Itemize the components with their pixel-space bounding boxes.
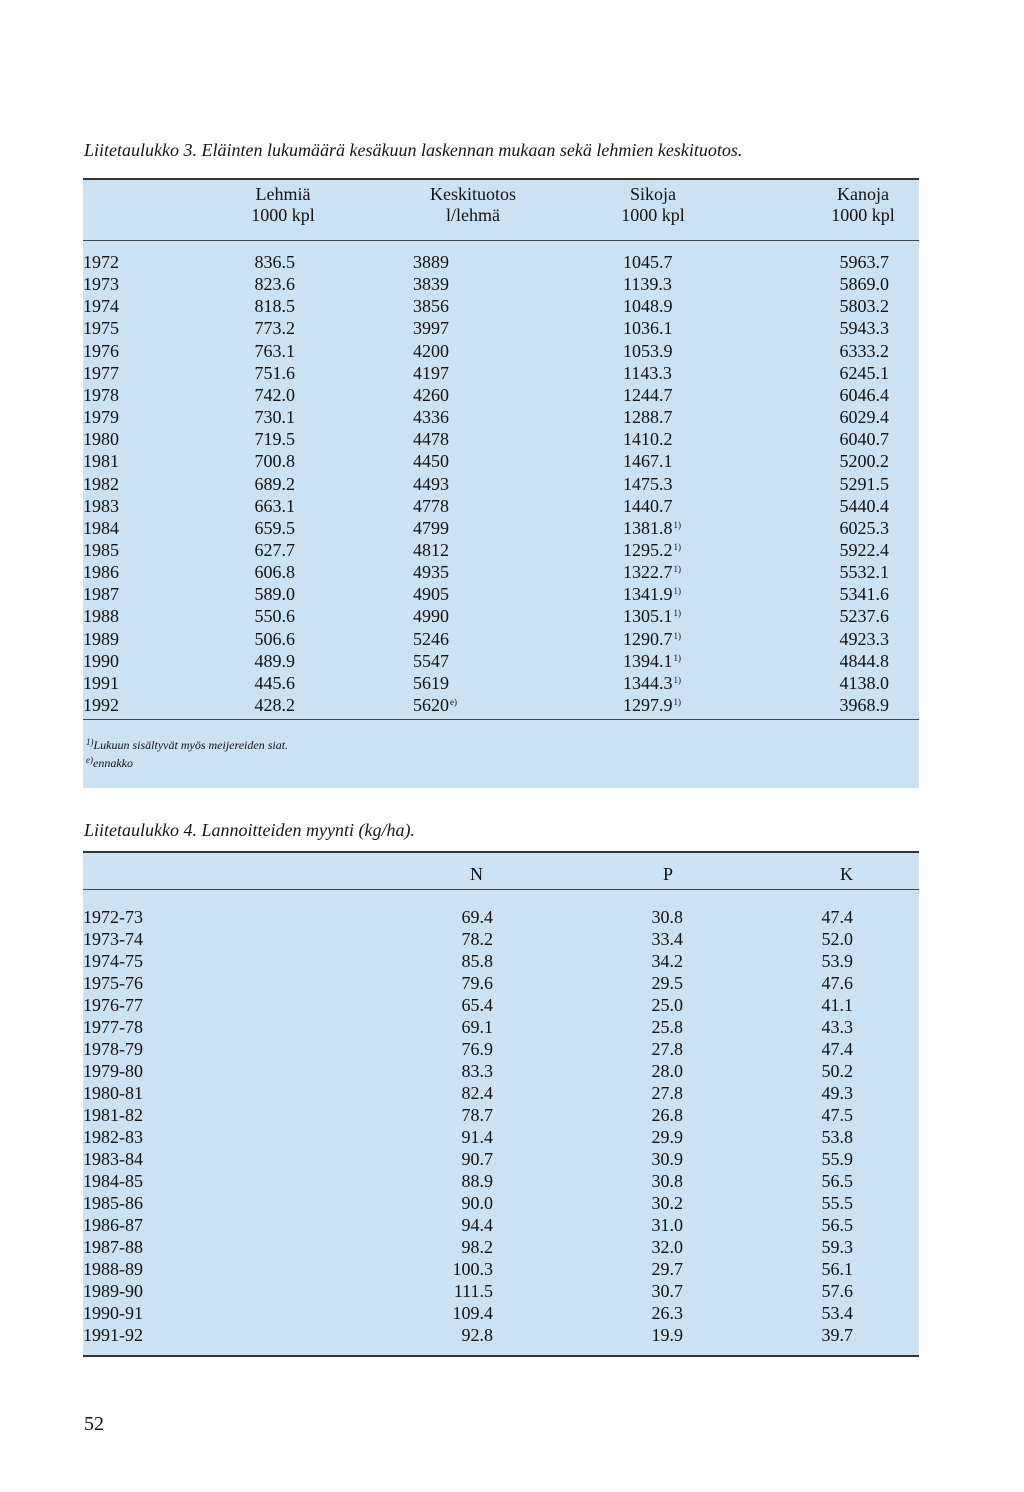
lehmia-cell: 627.7	[254, 539, 295, 560]
sikoja-cell: 1244.7	[623, 384, 673, 405]
sikoja-cell: 1053.9	[623, 340, 673, 361]
period-cell: 1986-87	[83, 1215, 143, 1235]
table-row	[83, 1082, 919, 1104]
kanoja-cell: 4923.3	[839, 628, 889, 649]
lehmia-cell: 763.1	[254, 340, 295, 361]
keskituotos-cell: 5619	[413, 672, 449, 693]
k-cell: 55.9	[821, 1149, 853, 1169]
k-cell: 56.1	[821, 1259, 853, 1279]
sikoja-cell: 1322.7$^{1)}$	[623, 562, 681, 583]
year-cell: 1976	[83, 340, 119, 361]
table-row	[83, 1324, 919, 1346]
period-cell: 1977-78	[83, 1017, 143, 1037]
sikoja-cell: 1341.9$^{1)}$	[623, 584, 681, 605]
sikoja-cell: 1290.7$^{1)}$	[623, 628, 681, 649]
table-row	[83, 583, 919, 605]
period-cell: 1978-79	[83, 1039, 143, 1059]
kanoja-cell: 5869.0	[839, 274, 889, 295]
k-cell: 55.5	[821, 1193, 853, 1213]
n-cell: 82.4	[461, 1083, 493, 1103]
table-row	[83, 928, 919, 950]
n-cell: 85.8	[461, 951, 493, 971]
sikoja-cell: 1381.8$^{1)}$	[623, 517, 681, 538]
header-n: N	[470, 864, 483, 884]
p-cell: 31.0	[651, 1215, 683, 1235]
k-cell: 50.2	[821, 1061, 853, 1081]
keskituotos-cell: 3839	[413, 274, 449, 295]
year-cell: 1986	[83, 562, 119, 583]
kanoja-cell: 6040.7	[839, 429, 889, 450]
keskituotos-cell: 5246	[413, 628, 449, 649]
k-cell: 47.4	[821, 1039, 853, 1059]
header-lehmia: Lehmiä 1000 kpl	[251, 184, 315, 225]
k-cell: 47.5	[821, 1105, 853, 1125]
kanoja-cell: 6029.4	[839, 407, 889, 428]
header-sikoja: Sikoja 1000 kpl	[621, 184, 685, 225]
p-cell: 33.4	[651, 929, 683, 949]
sikoja-cell: 1394.1$^{1)}$	[623, 650, 681, 671]
table-row	[83, 273, 919, 295]
kanoja-cell: 5963.7	[839, 252, 889, 272]
period-cell: 1982-83	[83, 1127, 143, 1147]
table-row	[83, 1214, 919, 1236]
year-cell: 1983	[83, 495, 119, 516]
k-cell: 49.3	[821, 1083, 853, 1103]
table3-bottom-rule	[83, 719, 919, 720]
lehmia-cell: 659.5	[254, 517, 295, 538]
p-cell: 29.7	[651, 1259, 683, 1279]
year-cell: 1975	[83, 318, 119, 339]
table-row	[83, 994, 919, 1016]
lehmia-cell: 689.2	[254, 473, 295, 494]
p-cell: 28.0	[651, 1061, 683, 1081]
sikoja-cell: 1344.3$^{1)}$	[623, 672, 681, 693]
lehmia-cell: 506.6	[254, 628, 295, 649]
keskituotos-cell: 3997	[413, 318, 449, 339]
p-cell: 25.0	[651, 995, 683, 1015]
year-cell: 1973	[83, 274, 119, 295]
n-cell: 111.5	[453, 1281, 493, 1301]
sikoja-cell: 1305.1$^{1)}$	[623, 606, 681, 627]
table4-header-row	[83, 863, 919, 885]
year-cell: 1984	[83, 517, 119, 538]
kanoja-cell: 5200.2	[839, 451, 889, 472]
p-cell: 34.2	[651, 951, 683, 971]
p-cell: 30.2	[651, 1193, 683, 1213]
k-cell: 57.6	[821, 1281, 853, 1301]
table-row	[83, 295, 919, 317]
lehmia-cell: 719.5	[254, 429, 295, 450]
period-cell: 1985-86	[83, 1193, 143, 1213]
p-cell: 26.8	[651, 1105, 683, 1125]
table-row	[83, 1038, 919, 1060]
k-cell: 53.8	[821, 1127, 853, 1147]
sikoja-cell: 1288.7	[623, 407, 673, 428]
lehmia-cell: 663.1	[254, 495, 295, 516]
footnote-mark: 1)	[673, 608, 681, 619]
p-cell: 26.3	[651, 1303, 683, 1323]
kanoja-cell: 5532.1	[839, 562, 889, 583]
year-cell: 1978	[83, 384, 119, 405]
year-cell: 1985	[83, 539, 119, 560]
year-cell: 1974	[83, 296, 119, 317]
keskituotos-cell: 4197	[413, 362, 449, 383]
footnote-mark: 1)	[673, 652, 681, 663]
period-cell: 1980-81	[83, 1083, 143, 1103]
n-cell: 65.4	[461, 995, 493, 1015]
table-row	[83, 1236, 919, 1258]
kanoja-cell: 6025.3	[839, 517, 889, 538]
table-row	[83, 317, 919, 339]
lehmia-cell: 730.1	[254, 407, 295, 428]
table-row	[83, 450, 919, 472]
kanoja-cell: 5922.4	[839, 539, 889, 560]
n-cell: 83.3	[461, 1061, 493, 1081]
period-cell: 1984-85	[83, 1171, 143, 1191]
lehmia-cell: 606.8	[254, 562, 295, 583]
k-cell: 47.6	[821, 973, 853, 993]
lehmia-cell: 428.2	[254, 695, 295, 715]
k-cell: 39.7	[821, 1325, 853, 1345]
keskituotos-cell: 4812	[413, 539, 449, 560]
period-cell: 1990-91	[83, 1303, 143, 1323]
lehmia-cell: 700.8	[254, 451, 295, 472]
keskituotos-cell: 4336	[413, 407, 449, 428]
n-cell: 69.4	[461, 907, 493, 927]
k-cell: 52.0	[821, 929, 853, 949]
table-row	[83, 1170, 919, 1192]
lehmia-cell: 445.6	[254, 672, 295, 693]
kanoja-cell: 5341.6	[839, 584, 889, 605]
year-cell: 1972	[83, 252, 119, 272]
n-cell: 109.4	[452, 1303, 493, 1323]
footnote-mark: 1)	[673, 586, 681, 597]
p-cell: 19.9	[651, 1325, 683, 1345]
sikoja-cell: 1467.1	[623, 451, 673, 472]
footnote-mark: 1)	[673, 564, 681, 575]
table-row	[83, 1302, 919, 1324]
table4-header-rule	[83, 889, 919, 890]
k-cell: 53.9	[821, 951, 853, 971]
sikoja-cell: 1410.2	[623, 429, 673, 450]
period-cell: 1979-80	[83, 1061, 143, 1081]
table3	[83, 178, 919, 788]
n-cell: 78.2	[461, 929, 493, 949]
kanoja-cell: 5237.6	[839, 606, 889, 627]
period-cell: 1975-76	[83, 973, 143, 993]
table-row	[83, 972, 919, 994]
keskituotos-cell: 4200	[413, 340, 449, 361]
table-row	[83, 672, 919, 694]
sikoja-cell: 1036.1	[623, 318, 673, 339]
k-cell: 53.4	[821, 1303, 853, 1323]
footnote-mark: e)	[450, 697, 457, 707]
lehmia-cell: 742.0	[254, 384, 295, 405]
kanoja-cell: 5440.4	[839, 495, 889, 516]
lehmia-cell: 823.6	[254, 274, 295, 295]
table-row	[83, 406, 919, 428]
kanoja-cell: 6333.2	[839, 340, 889, 361]
table4-caption: Liitetaulukko 4. Lannoitteiden myynti (kg/ha).	[84, 820, 415, 840]
table4-bottom-rule	[83, 1355, 919, 1357]
period-cell: 1981-82	[83, 1105, 143, 1125]
year-cell: 1980	[83, 429, 119, 450]
footnote-mark: 1)	[673, 519, 681, 530]
n-cell: 78.7	[461, 1105, 493, 1125]
keskituotos-cell: 4990	[413, 606, 449, 627]
footnote-mark: 1)	[673, 541, 681, 552]
period-cell: 1989-90	[83, 1281, 143, 1301]
table-row	[83, 650, 919, 672]
n-cell: 91.4	[461, 1127, 493, 1147]
sikoja-cell: 1139.3	[623, 274, 672, 295]
k-cell: 56.5	[821, 1171, 853, 1191]
period-cell: 1988-89	[83, 1259, 143, 1279]
kanoja-cell: 4138.0	[839, 672, 889, 693]
footnote-2: $^{e)}$ennakko	[86, 755, 133, 770]
kanoja-cell: 5291.5	[839, 473, 889, 494]
footnote-mark: 1)	[673, 674, 681, 685]
n-cell: 92.8	[461, 1325, 493, 1345]
kanoja-cell: 6046.4	[839, 384, 889, 405]
year-cell: 1989	[83, 628, 119, 649]
year-cell: 1982	[83, 473, 119, 494]
n-cell: 88.9	[461, 1171, 493, 1191]
p-cell: 29.5	[651, 973, 683, 993]
keskituotos-cell: 3889	[413, 252, 449, 272]
sikoja-cell: 1440.7	[623, 495, 673, 516]
keskituotos-cell: 4799	[413, 517, 449, 538]
period-cell: 1973-74	[83, 929, 143, 949]
sikoja-cell: 1475.3	[623, 473, 673, 494]
keskituotos-cell: 5620$^{e)}$	[413, 695, 457, 715]
kanoja-cell: 5803.2	[839, 296, 889, 317]
keskituotos-cell: 5547	[413, 650, 449, 671]
table-row	[83, 340, 919, 362]
period-cell: 1991-92	[83, 1325, 143, 1345]
period-cell: 1976-77	[83, 995, 143, 1015]
sikoja-cell: 1143.3	[623, 362, 672, 383]
n-cell: 90.0	[461, 1193, 493, 1213]
table-row	[83, 605, 919, 627]
kanoja-cell: 5943.3	[839, 318, 889, 339]
p-cell: 27.8	[651, 1083, 683, 1103]
p-cell: 25.8	[651, 1017, 683, 1037]
table-row	[83, 561, 919, 583]
keskituotos-cell: 4478	[413, 429, 449, 450]
table3-top-rule	[83, 178, 919, 180]
table4-top-rule	[83, 851, 919, 853]
table-row	[83, 384, 919, 406]
table-row	[83, 1258, 919, 1280]
keskituotos-cell: 4935	[413, 562, 449, 583]
n-cell: 79.6	[461, 973, 493, 993]
lehmia-cell: 550.6	[254, 606, 295, 627]
table-row	[83, 495, 919, 517]
keskituotos-cell: 4260	[413, 384, 449, 405]
lehmia-cell: 836.5	[254, 252, 295, 272]
p-cell: 30.7	[651, 1281, 683, 1301]
year-cell: 1981	[83, 451, 119, 472]
table-row	[83, 1192, 919, 1214]
table-row	[83, 694, 919, 716]
header-p: P	[662, 864, 673, 884]
k-cell: 47.4	[821, 907, 853, 927]
period-cell: 1974-75	[83, 951, 143, 971]
kanoja-cell: 6245.1	[839, 362, 889, 383]
table-row	[83, 1148, 919, 1170]
k-cell: 43.3	[821, 1017, 853, 1037]
footnote-1: $^{1)}$Lukuun sisältyvät myös meijereiden siat.	[86, 737, 289, 752]
n-cell: 76.9	[461, 1039, 493, 1059]
table-row	[83, 428, 919, 450]
header-kanoja: Kanoja 1000 kpl	[831, 184, 895, 225]
year-cell: 1992	[83, 695, 119, 715]
sikoja-cell: 1297.9$^{1)}$	[623, 695, 681, 715]
sikoja-cell: 1295.2$^{1)}$	[623, 539, 681, 560]
period-cell: 1983-84	[83, 1149, 143, 1169]
year-cell: 1991	[83, 672, 119, 693]
table-row	[83, 1060, 919, 1082]
table-row	[83, 539, 919, 561]
table-row	[83, 251, 919, 273]
p-cell: 30.9	[651, 1149, 683, 1169]
table-row	[83, 473, 919, 495]
p-cell: 32.0	[651, 1237, 683, 1257]
table-row	[83, 950, 919, 972]
table-row	[83, 1104, 919, 1126]
lehmia-cell: 773.2	[254, 318, 295, 339]
header-keskituotos: Keskituotos l/lehmä	[429, 184, 516, 225]
n-cell: 98.2	[461, 1237, 493, 1257]
n-cell: 94.4	[461, 1215, 493, 1235]
year-cell: 1979	[83, 407, 119, 428]
k-cell: 56.5	[821, 1215, 853, 1235]
kanoja-cell: 4844.8	[839, 650, 889, 671]
keskituotos-cell: 4493	[413, 473, 449, 494]
n-cell: 100.3	[452, 1259, 493, 1279]
page-number: 52	[84, 1413, 104, 1435]
kanoja-cell: 3968.9	[839, 695, 889, 715]
n-cell: 69.1	[461, 1017, 493, 1037]
p-cell: 30.8	[651, 907, 683, 927]
sikoja-cell: 1045.7	[623, 252, 673, 272]
k-cell: 41.1	[821, 995, 853, 1015]
period-cell: 1987-88	[83, 1237, 143, 1257]
keskituotos-cell: 4450	[413, 451, 449, 472]
keskituotos-cell: 4778	[413, 495, 449, 516]
table-row	[83, 1016, 919, 1038]
n-cell: 90.7	[461, 1149, 493, 1169]
period-cell: 1972-73	[83, 907, 143, 927]
lehmia-cell: 589.0	[254, 584, 295, 605]
table-row	[83, 1126, 919, 1148]
footnote-mark: 1)	[673, 697, 681, 707]
header-k: K	[840, 864, 853, 884]
table-row	[83, 628, 919, 650]
table3-caption: Liitetaulukko 3. Eläinten lukumäärä kesäkuun laskennan mukaan sekä lehmien keskituotos.	[84, 140, 743, 160]
table4	[83, 851, 919, 1357]
keskituotos-cell: 4905	[413, 584, 449, 605]
year-cell: 1988	[83, 606, 119, 627]
footnote-mark: 1)	[673, 630, 681, 641]
keskituotos-cell: 3856	[413, 296, 449, 317]
p-cell: 27.8	[651, 1039, 683, 1059]
sikoja-cell: 1048.9	[623, 296, 673, 317]
p-cell: 29.9	[651, 1127, 683, 1147]
k-cell: 59.3	[821, 1237, 853, 1257]
table-row	[83, 1280, 919, 1302]
lehmia-cell: 751.6	[254, 362, 295, 383]
year-cell: 1990	[83, 650, 119, 671]
lehmia-cell: 818.5	[254, 296, 295, 317]
year-cell: 1977	[83, 362, 119, 383]
p-cell: 30.8	[651, 1171, 683, 1191]
table-row	[83, 517, 919, 539]
lehmia-cell: 489.9	[254, 650, 295, 671]
table3-header-rule	[83, 240, 919, 241]
year-cell: 1987	[83, 584, 119, 605]
table-row	[83, 362, 919, 384]
table-row	[83, 906, 919, 928]
